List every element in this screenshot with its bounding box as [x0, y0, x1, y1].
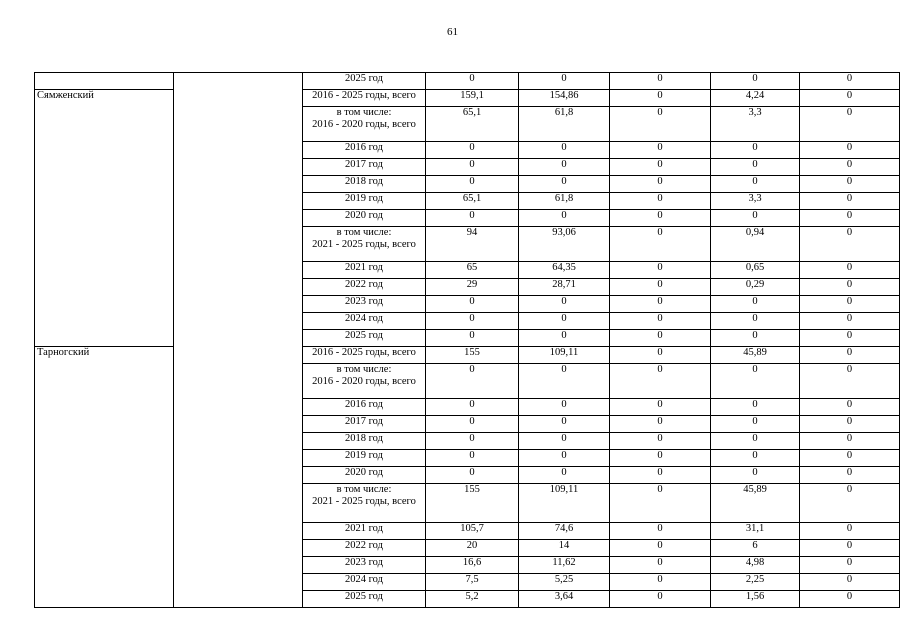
period-cell: 2025 год	[303, 73, 426, 90]
period-cell: 2021 год	[303, 262, 426, 279]
value-cell: 0	[610, 523, 711, 540]
period-cell: 2019 год	[303, 450, 426, 467]
value-cell: 0	[711, 450, 800, 467]
value-cell: 0	[800, 523, 900, 540]
value-cell: 0	[519, 416, 610, 433]
value-cell: 0	[711, 467, 800, 484]
value-cell: 0	[426, 313, 519, 330]
value-cell: 0	[711, 313, 800, 330]
period-cell: 2022 год	[303, 279, 426, 296]
district-cell	[35, 347, 174, 608]
value-cell: 5,25	[519, 574, 610, 591]
period-cell: 2019 год	[303, 193, 426, 210]
period-cell: 2018 год	[303, 433, 426, 450]
value-cell: 29	[426, 279, 519, 296]
value-cell: 0	[610, 210, 711, 227]
value-cell: 0	[610, 484, 711, 523]
value-cell: 0	[800, 591, 900, 608]
value-cell: 0	[800, 210, 900, 227]
value-cell: 105,7	[426, 523, 519, 540]
value-cell: 0	[800, 176, 900, 193]
value-cell: 0	[610, 296, 711, 313]
value-cell: 0	[610, 540, 711, 557]
value-cell: 0	[610, 90, 711, 107]
table-row	[35, 73, 900, 90]
value-cell: 3,3	[711, 193, 800, 210]
value-cell: 0	[800, 262, 900, 279]
value-cell: 0	[610, 399, 711, 416]
period-cell: 2017 год	[303, 159, 426, 176]
value-cell: 0	[426, 210, 519, 227]
value-cell: 0	[519, 142, 610, 159]
value-cell: 0	[610, 159, 711, 176]
value-cell: 0	[519, 399, 610, 416]
value-cell: 0	[800, 467, 900, 484]
period-cell: 2023 год	[303, 296, 426, 313]
period-cell: в том числе: 2016 - 2020 годы, всего	[303, 364, 426, 399]
funding-table	[34, 72, 900, 608]
value-cell: 0	[610, 347, 711, 364]
value-cell: 6	[711, 540, 800, 557]
value-cell: 0	[711, 73, 800, 90]
value-cell: 0	[519, 364, 610, 399]
table-row	[35, 90, 900, 107]
period-cell: 2020 год	[303, 210, 426, 227]
value-cell: 64,35	[519, 262, 610, 279]
value-cell: 0	[711, 142, 800, 159]
district-cell	[35, 73, 174, 90]
value-cell: 0	[800, 330, 900, 347]
page-number: 61	[447, 26, 458, 38]
period-cell: в том числе: 2016 - 2020 годы, всего	[303, 107, 426, 142]
value-cell: 0	[610, 330, 711, 347]
value-cell: 0	[519, 73, 610, 90]
value-cell: 65	[426, 262, 519, 279]
value-cell: 61,8	[519, 107, 610, 142]
value-cell: 5,2	[426, 591, 519, 608]
value-cell: 0	[426, 73, 519, 90]
value-cell: 0	[711, 296, 800, 313]
value-cell: 0	[800, 227, 900, 262]
value-cell: 0	[610, 227, 711, 262]
table-body	[35, 73, 900, 608]
value-cell: 0	[610, 107, 711, 142]
value-cell: 0	[800, 313, 900, 330]
period-cell: 2016 год	[303, 399, 426, 416]
value-cell: 109,11	[519, 347, 610, 364]
value-cell: 0	[711, 433, 800, 450]
value-cell: 0	[610, 142, 711, 159]
value-cell: 0	[610, 433, 711, 450]
value-cell: 0	[800, 142, 900, 159]
value-cell: 0	[426, 296, 519, 313]
value-cell: 0	[800, 347, 900, 364]
value-cell: 4,24	[711, 90, 800, 107]
value-cell: 2,25	[711, 574, 800, 591]
value-cell: 0	[800, 73, 900, 90]
value-cell: 0	[800, 107, 900, 142]
value-cell: 65,1	[426, 107, 519, 142]
table-row	[35, 347, 900, 364]
period-cell: 2024 год	[303, 574, 426, 591]
period-cell: 2024 год	[303, 313, 426, 330]
value-cell: 0	[610, 450, 711, 467]
value-cell: 0	[610, 73, 711, 90]
period-cell: 2018 год	[303, 176, 426, 193]
period-cell: 2016 - 2025 годы, всего	[303, 347, 426, 364]
value-cell: 0	[610, 262, 711, 279]
value-cell: 3,3	[711, 107, 800, 142]
value-cell: 20	[426, 540, 519, 557]
value-cell: 3,64	[519, 591, 610, 608]
period-cell: 2017 год	[303, 416, 426, 433]
value-cell: 0	[519, 210, 610, 227]
value-cell: 0	[426, 142, 519, 159]
value-cell: 1,56	[711, 591, 800, 608]
value-cell: 0	[610, 467, 711, 484]
value-cell: 0	[519, 159, 610, 176]
district-cell	[35, 90, 174, 347]
value-cell: 0	[800, 364, 900, 399]
value-cell: 154,86	[519, 90, 610, 107]
period-cell: 2025 год	[303, 591, 426, 608]
value-cell: 0	[711, 330, 800, 347]
value-cell: 0	[610, 557, 711, 574]
value-cell: 0	[519, 433, 610, 450]
value-cell: 0	[426, 433, 519, 450]
value-cell: 65,1	[426, 193, 519, 210]
value-cell: 0	[800, 557, 900, 574]
value-cell: 93,06	[519, 227, 610, 262]
value-cell: 0	[426, 159, 519, 176]
value-cell: 0	[711, 159, 800, 176]
value-cell: 0	[610, 364, 711, 399]
value-cell: 0	[711, 210, 800, 227]
value-cell: 0	[711, 176, 800, 193]
value-cell: 109,11	[519, 484, 610, 523]
value-cell: 0	[610, 574, 711, 591]
value-cell: 14	[519, 540, 610, 557]
period-cell: 2016 год	[303, 142, 426, 159]
period-cell: 2020 год	[303, 467, 426, 484]
value-cell: 0	[426, 399, 519, 416]
value-cell: 0,94	[711, 227, 800, 262]
value-cell: 0	[519, 313, 610, 330]
value-cell: 0	[800, 279, 900, 296]
district-name: Тарногский	[37, 347, 90, 358]
value-cell: 0,65	[711, 262, 800, 279]
period-cell: в том числе: 2021 - 2025 годы, всего	[303, 484, 426, 523]
period-cell: 2023 год	[303, 557, 426, 574]
value-cell: 94	[426, 227, 519, 262]
period-cell: в том числе: 2021 - 2025 годы, всего	[303, 227, 426, 262]
period-cell: 2021 год	[303, 523, 426, 540]
value-cell: 0	[711, 364, 800, 399]
value-cell: 4,98	[711, 557, 800, 574]
value-cell: 0	[610, 313, 711, 330]
value-cell: 0	[426, 330, 519, 347]
blank-column-cell	[174, 73, 303, 608]
value-cell: 74,6	[519, 523, 610, 540]
value-cell: 0	[519, 467, 610, 484]
value-cell: 0	[711, 416, 800, 433]
value-cell: 0	[800, 540, 900, 557]
period-cell: 2025 год	[303, 330, 426, 347]
value-cell: 0	[800, 159, 900, 176]
value-cell: 0	[426, 467, 519, 484]
value-cell: 0	[519, 330, 610, 347]
value-cell: 0	[800, 484, 900, 523]
value-cell: 0	[800, 416, 900, 433]
value-cell: 45,89	[711, 347, 800, 364]
value-cell: 159,1	[426, 90, 519, 107]
value-cell: 0	[610, 193, 711, 210]
value-cell: 0	[800, 433, 900, 450]
value-cell: 31,1	[711, 523, 800, 540]
value-cell: 0	[610, 279, 711, 296]
value-cell: 0	[711, 399, 800, 416]
value-cell: 28,71	[519, 279, 610, 296]
value-cell: 0	[519, 176, 610, 193]
value-cell: 0	[610, 176, 711, 193]
value-cell: 61,8	[519, 193, 610, 210]
value-cell: 0	[800, 296, 900, 313]
value-cell: 0	[426, 364, 519, 399]
district-name: Сямженский	[37, 90, 94, 101]
value-cell: 16,6	[426, 557, 519, 574]
period-cell: 2016 - 2025 годы, всего	[303, 90, 426, 107]
value-cell: 0	[426, 416, 519, 433]
value-cell: 11,62	[519, 557, 610, 574]
value-cell: 0	[610, 416, 711, 433]
value-cell: 0	[800, 193, 900, 210]
value-cell: 0	[800, 90, 900, 107]
value-cell: 0	[519, 450, 610, 467]
period-cell: 2022 год	[303, 540, 426, 557]
value-cell: 0	[800, 399, 900, 416]
value-cell: 7,5	[426, 574, 519, 591]
value-cell: 155	[426, 347, 519, 364]
value-cell: 0	[426, 176, 519, 193]
value-cell: 45,89	[711, 484, 800, 523]
value-cell: 0	[610, 591, 711, 608]
value-cell: 0	[519, 296, 610, 313]
value-cell: 0	[800, 450, 900, 467]
value-cell: 155	[426, 484, 519, 523]
value-cell: 0	[426, 450, 519, 467]
value-cell: 0,29	[711, 279, 800, 296]
value-cell: 0	[800, 574, 900, 591]
